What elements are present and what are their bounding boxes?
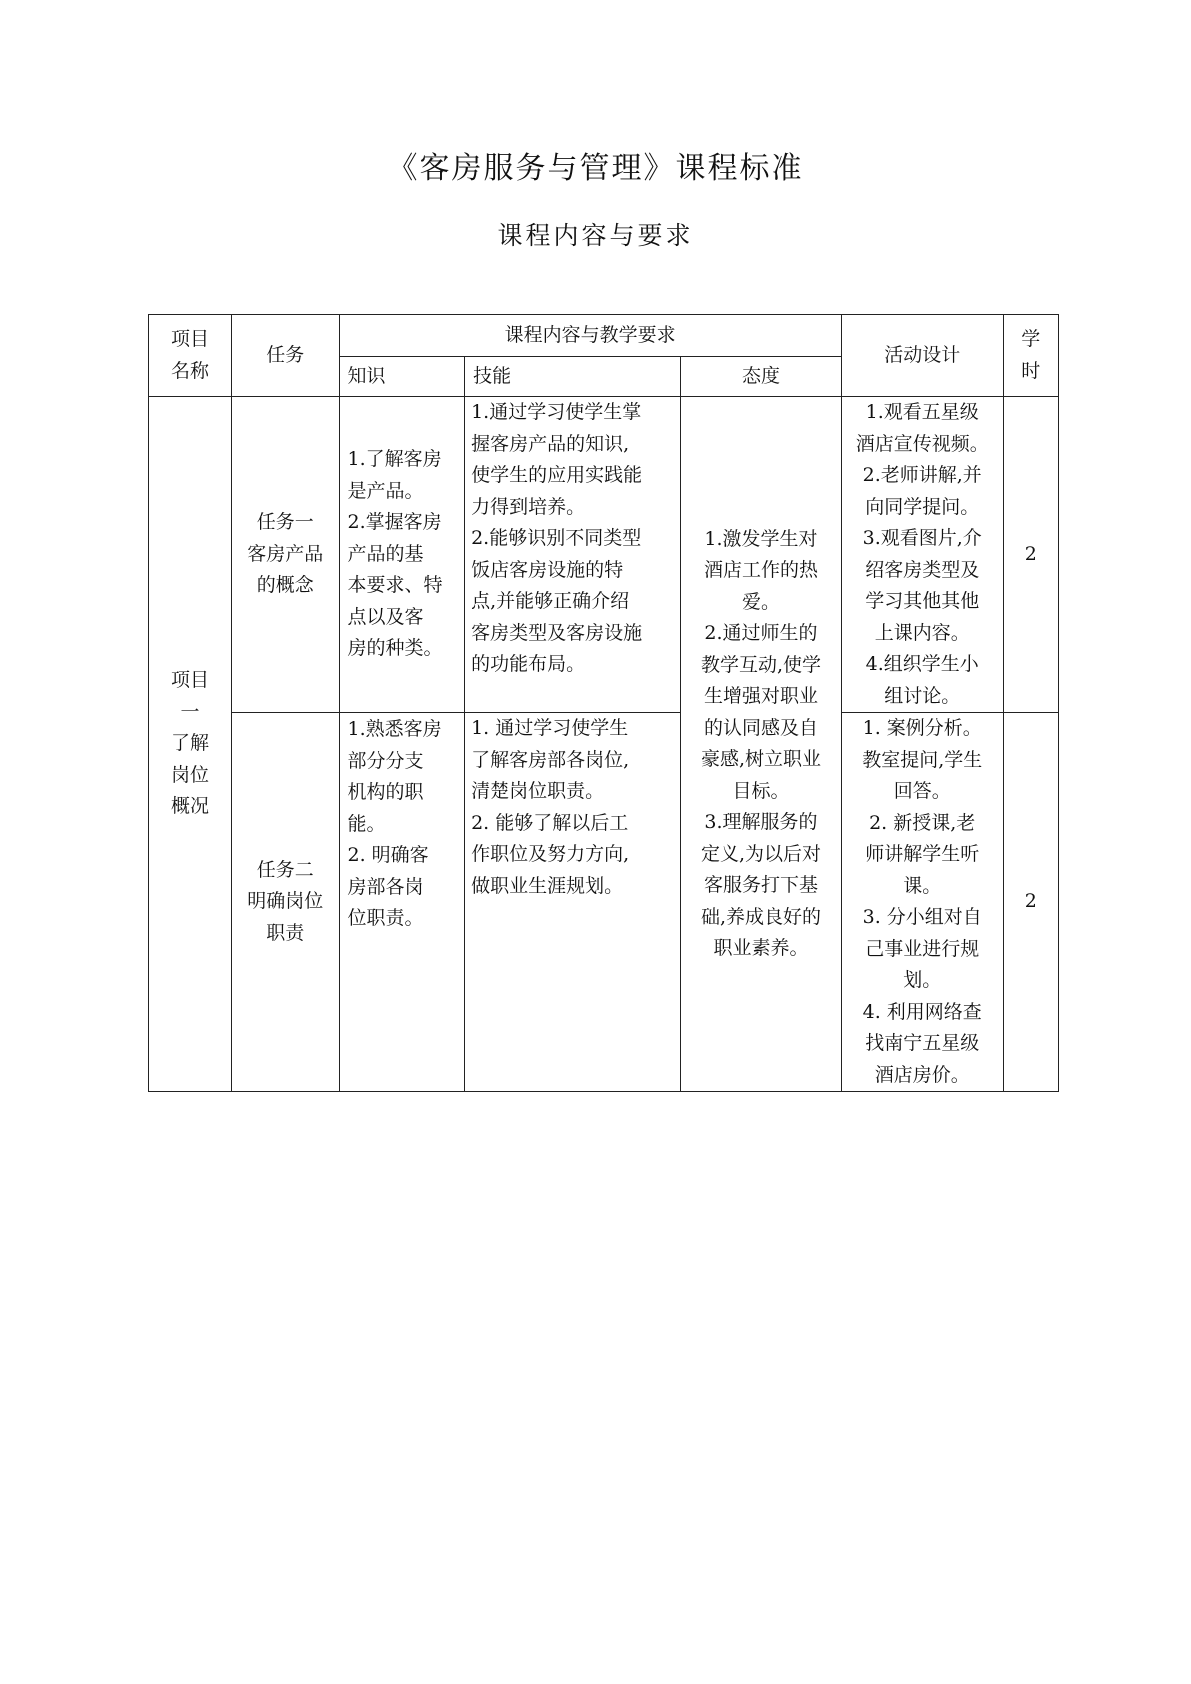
header-attitude: 态度 [681, 357, 842, 397]
hours-cell: 2 [1003, 397, 1058, 713]
course-table [148, 314, 1059, 1092]
task-cell: 任务一 客房产品 的概念 [232, 397, 339, 713]
task-cell: 任务二 明确岗位 职责 [232, 713, 339, 1092]
header-row [149, 315, 1059, 357]
skill-cell: 1.通过学习使学生掌 握客房产品的知识, 使学生的应用实践能 力得到培养。 2.能够识别不同类型 饭店客房设施的特 点,并能够正确介绍 客房类型及客房设施 的功能布局。 [465, 397, 681, 713]
page-title: 《客房服务与管理》课程标准 [387, 151, 804, 186]
header-content-group: 课程内容与教学要求 [339, 315, 841, 357]
table-row [149, 713, 1059, 1092]
skill-cell: 1. 通过学习使学生 了解客房部各岗位, 清楚岗位职责。 2. 能够了解以后工 作职位及努力方向, 做职业生涯规划。 [465, 713, 681, 1092]
header-task: 任务 [232, 315, 339, 397]
hours-cell: 2 [1003, 713, 1058, 1092]
header-project: 项目 名称 [149, 315, 232, 397]
knowledge-cell: 1.了解客房 是产品。 2.掌握客房 产品的基 本要求、特 点以及客 房的种类。 [339, 397, 465, 713]
header-hours: 学 时 [1003, 315, 1058, 397]
header-activity: 活动设计 [841, 315, 1003, 397]
page-subtitle: 课程内容与要求 [497, 221, 694, 250]
activity-cell: 1. 案例分析。 教室提问,学生 回答。 2. 新授课,老 师讲解学生听 课。 3. 分小组对自 己事业进行规 划。 4. 利用网络查 找南宁五星级 酒店房价。 [841, 713, 1003, 1092]
activity-cell: 1.观看五星级 酒店宣传视频。 2.老师讲解,并 向同学提问。 3.观看图片,介 绍客房类型及 学习其他其他 上课内容。 4.组织学生小 组讨论。 [841, 397, 1003, 713]
table-row [149, 397, 1059, 713]
header-skill: 技能 [465, 357, 681, 397]
project-name-cell: 项目 一 了解 岗位 概况 [149, 397, 232, 1092]
knowledge-cell: 1.熟悉客房 部分分支 机构的职 能。 2. 明确客 房部各岗 位职责。 [339, 713, 465, 1092]
header-knowledge: 知识 [339, 357, 465, 397]
attitude-cell: 1.激发学生对 酒店工作的热 爱。 2.通过师生的 教学互动,使学 生增强对职业 的认同感及自 豪感,树立职业 目标。 3.理解服务的 定义,为以后对 客服务打下基 础,养成良好的 职业素养。 [681, 397, 842, 1092]
